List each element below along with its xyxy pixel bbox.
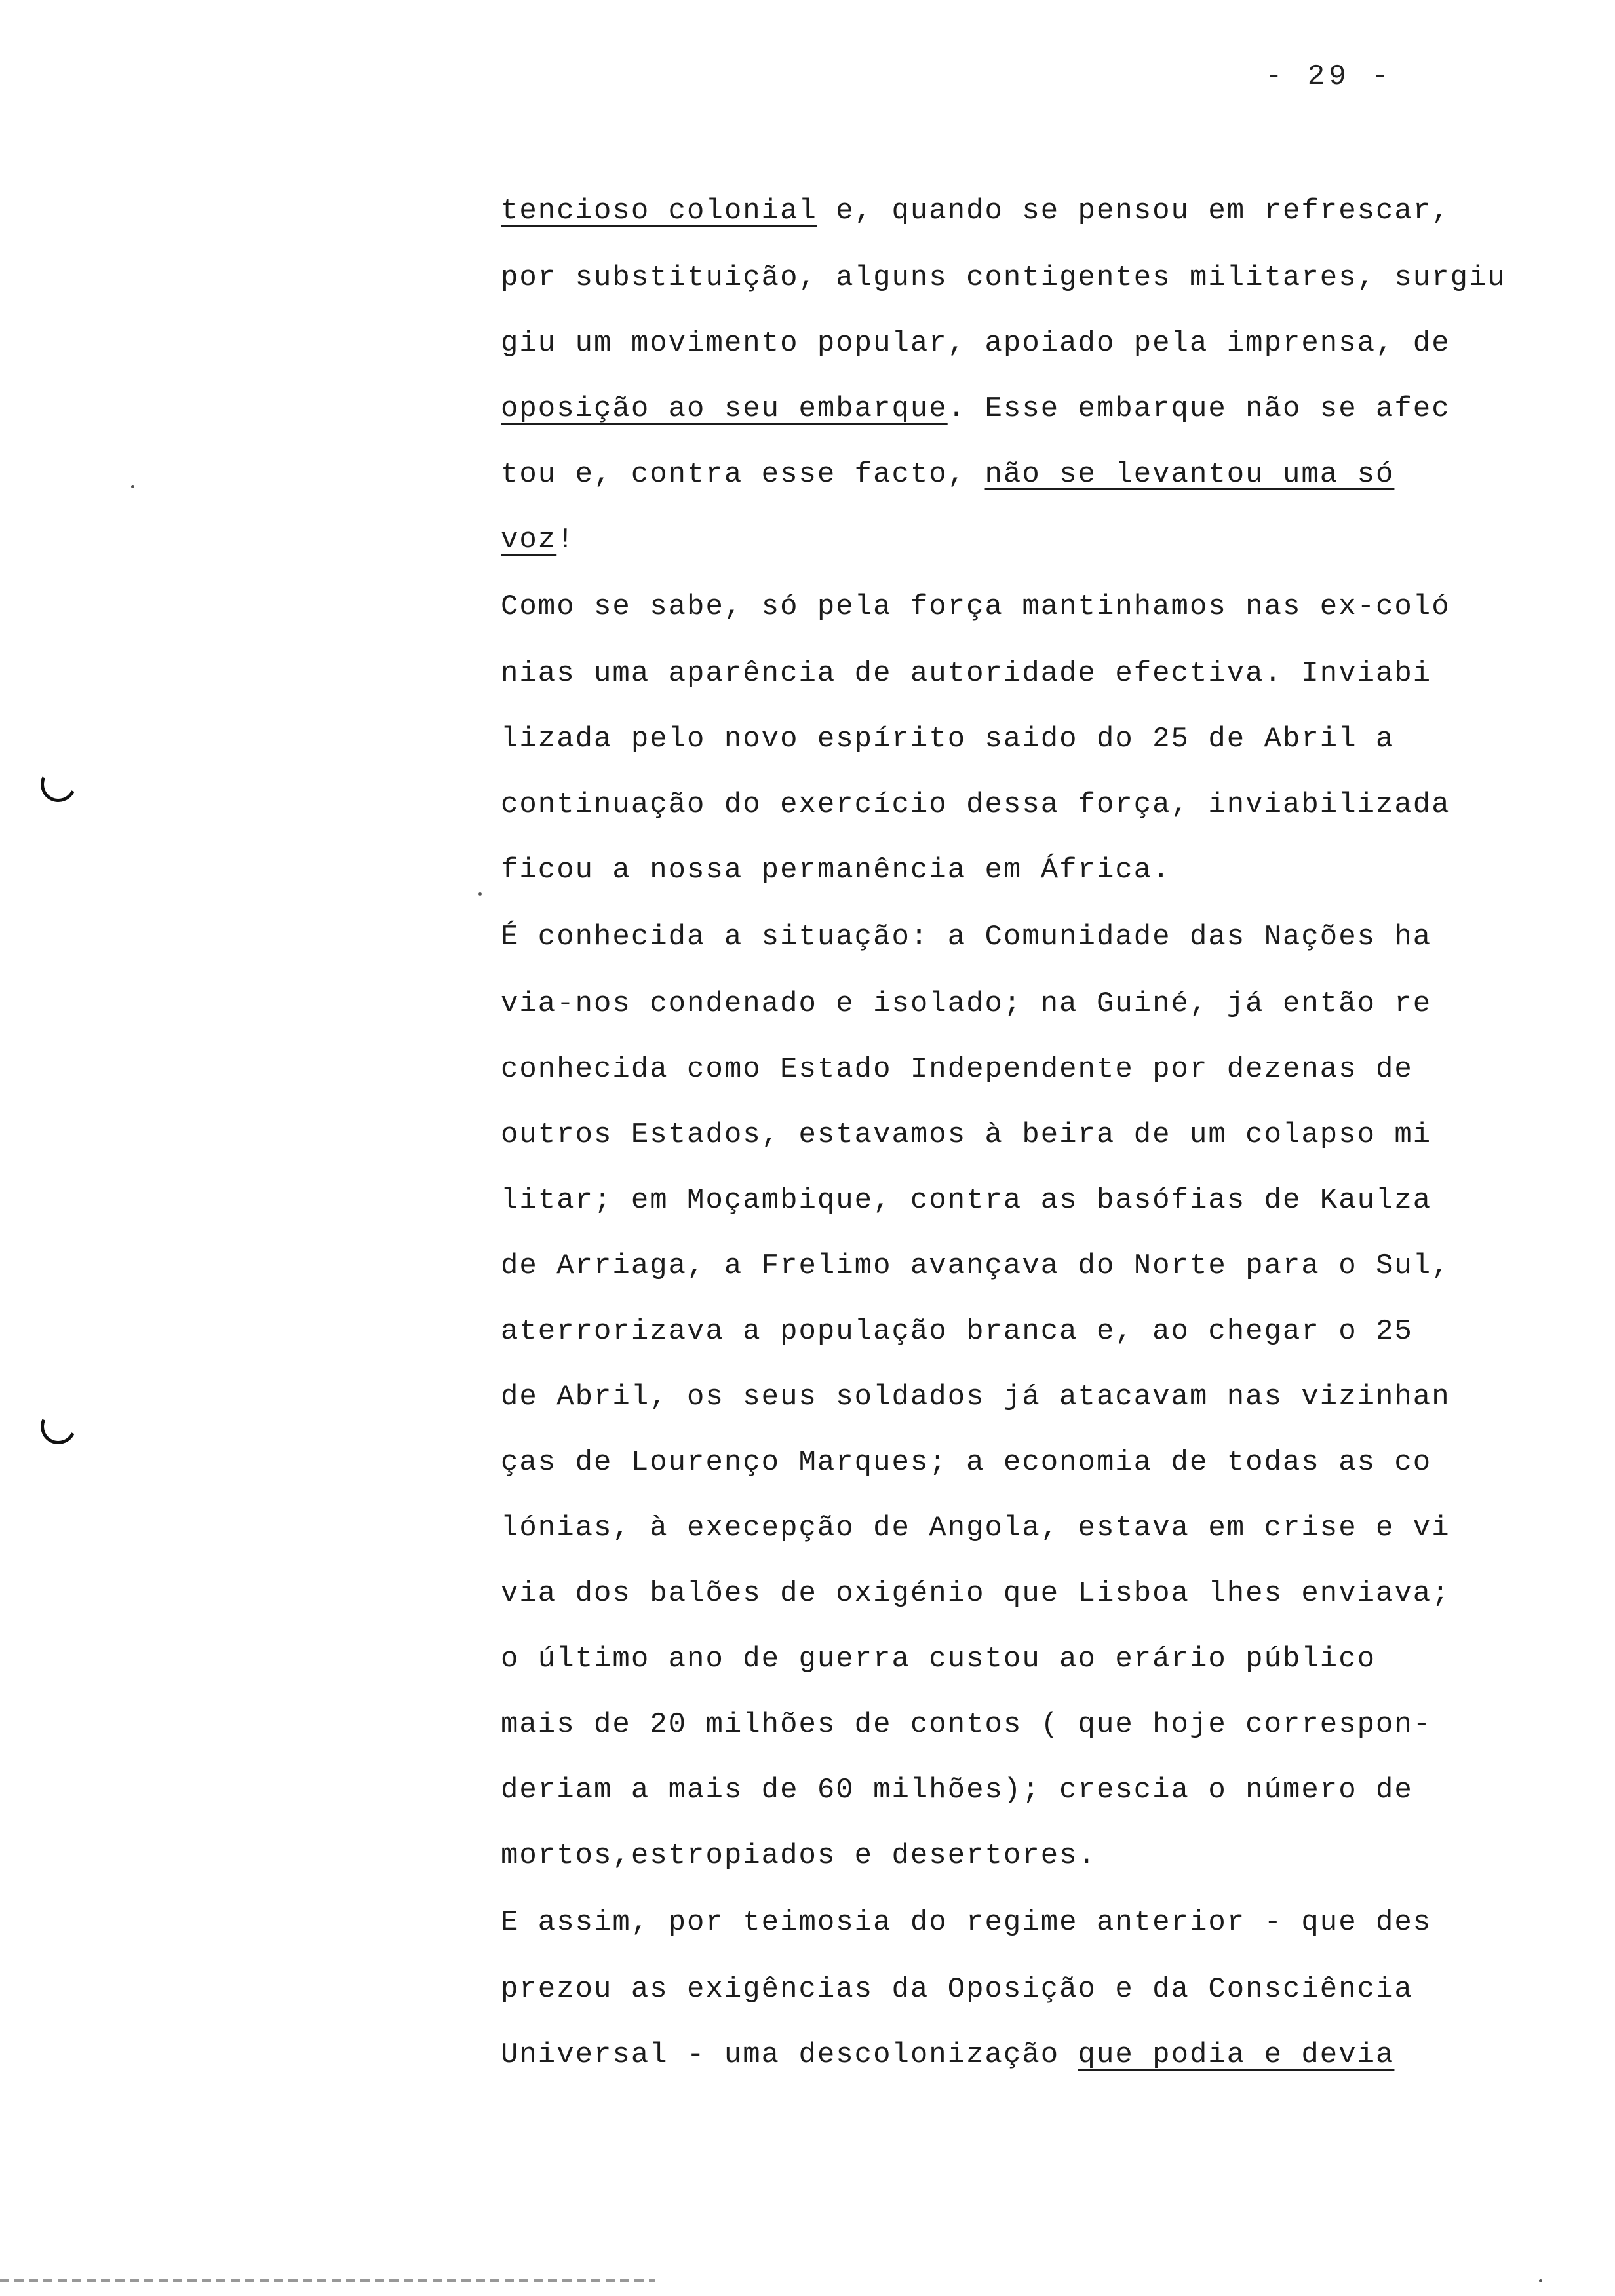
text-segment: litar; em Moçambique, contra as basófias de Kaulza <box>501 1184 1432 1217</box>
paragraph <box>501 1888 1510 2088</box>
text-line <box>501 1561 1510 1626</box>
underlined-text: oposição ao seu embarque <box>501 392 948 425</box>
text-segment: mortos,estropiados e desertores. <box>501 1839 1097 1872</box>
text-line <box>501 442 1510 507</box>
text-line <box>501 971 1510 1037</box>
text-segment: deriam a mais de 60 milhões); crescia o número de <box>501 1774 1413 1807</box>
text-line <box>501 311 1510 376</box>
text-line <box>501 376 1510 442</box>
text-line <box>501 1102 1510 1168</box>
text-segment: por substituição, alguns contigentes militares, surgiu <box>501 261 1506 294</box>
text-line <box>501 903 1510 971</box>
document-body <box>501 177 1510 2088</box>
scan-speck <box>1539 2279 1542 2282</box>
paragraph <box>501 903 1510 1888</box>
text-segment: o último ano de guerra custou ao erário público <box>501 1643 1376 1675</box>
text-segment: aterrorizava a população branca e, ao chegar o 25 <box>501 1315 1413 1348</box>
text-segment: E assim, por teimosia do regime anterior - que des <box>501 1906 1432 1939</box>
text-line <box>501 1233 1510 1299</box>
text-line <box>501 1757 1510 1823</box>
text-line <box>501 772 1510 837</box>
text-segment: Como se sabe, só pela força mantinhamos nas ex-coló <box>501 590 1450 623</box>
underlined-text: que podia e devia <box>1078 2038 1395 2071</box>
scan-edge-noise <box>0 2279 655 2282</box>
text-segment: continuação do exercício dessa força, inviabilizada <box>501 788 1450 821</box>
text-line <box>501 1823 1510 1888</box>
text-segment: tou e, contra esse facto, <box>501 458 985 491</box>
text-line <box>501 1364 1510 1430</box>
text-line <box>501 1037 1510 1102</box>
text-segment: lizada pelo novo espírito saido do 25 de Abril a <box>501 723 1395 756</box>
paragraph <box>501 573 1510 903</box>
text-segment: outros Estados, estavamos à beira de um colapso mi <box>501 1119 1432 1151</box>
text-segment: giu um movimento popular, apoiado pela imprensa, de <box>501 327 1450 360</box>
text-line <box>501 507 1510 573</box>
text-segment: É conhecida a situação: a Comunidade das Nações ha <box>501 921 1432 953</box>
text-segment: Universal - uma descolonização <box>501 2038 1078 2071</box>
text-segment: lónias, à execepção de Angola, estava em crise e vi <box>501 1512 1450 1544</box>
text-segment: de Arriaga, a Frelimo avançava do Norte para o Sul, <box>501 1250 1450 1282</box>
text-line <box>501 1692 1510 1757</box>
paragraph <box>501 177 1510 573</box>
text-line <box>501 837 1510 903</box>
text-line <box>501 177 1510 245</box>
text-segment: nias uma aparência de autoridade efectiva. Inviabi <box>501 657 1432 690</box>
text-line <box>501 1495 1510 1561</box>
page-number: - 29 - <box>1265 60 1393 93</box>
text-line <box>501 1888 1510 1957</box>
scan-speck <box>478 892 482 896</box>
text-line <box>501 706 1510 772</box>
text-segment: ças de Lourenço Marques; a economia de todas as co <box>501 1446 1432 1479</box>
text-line <box>501 1168 1510 1233</box>
scan-speck <box>131 485 134 488</box>
text-segment: conhecida como Estado Independente por dezenas de <box>501 1053 1413 1086</box>
binder-hole-mark-lower <box>35 1404 81 1449</box>
text-line <box>501 573 1510 641</box>
binder-hole-mark-upper <box>35 761 81 807</box>
text-line <box>501 245 1510 311</box>
text-line <box>501 1626 1510 1692</box>
text-segment: via dos balões de oxigénio que Lisboa lhes enviava; <box>501 1577 1450 1610</box>
text-line <box>501 1430 1510 1495</box>
text-segment: ficou a nossa permanência em África. <box>501 854 1171 887</box>
text-segment: mais de 20 milhões de contos ( que hoje correspon- <box>501 1708 1432 1741</box>
underlined-text: tencioso colonial <box>501 195 817 227</box>
text-segment: e, quando se pensou em refrescar, <box>817 195 1450 227</box>
underlined-text: voz <box>501 524 557 556</box>
text-line <box>501 1299 1510 1364</box>
text-segment: de Abril, os seus soldados já atacavam nas vizinhan <box>501 1381 1450 1413</box>
text-segment: ! <box>556 524 575 556</box>
text-segment: via-nos condenado e isolado; na Guiné, já então re <box>501 987 1432 1020</box>
text-line <box>501 2022 1510 2088</box>
text-segment: prezou as exigências da Oposição e da Consciência <box>501 1973 1413 2006</box>
text-line <box>501 1957 1510 2022</box>
text-line <box>501 641 1510 706</box>
underlined-text: não se levantou uma só <box>984 458 1395 491</box>
text-segment: . Esse embarque não se afec <box>947 392 1450 425</box>
